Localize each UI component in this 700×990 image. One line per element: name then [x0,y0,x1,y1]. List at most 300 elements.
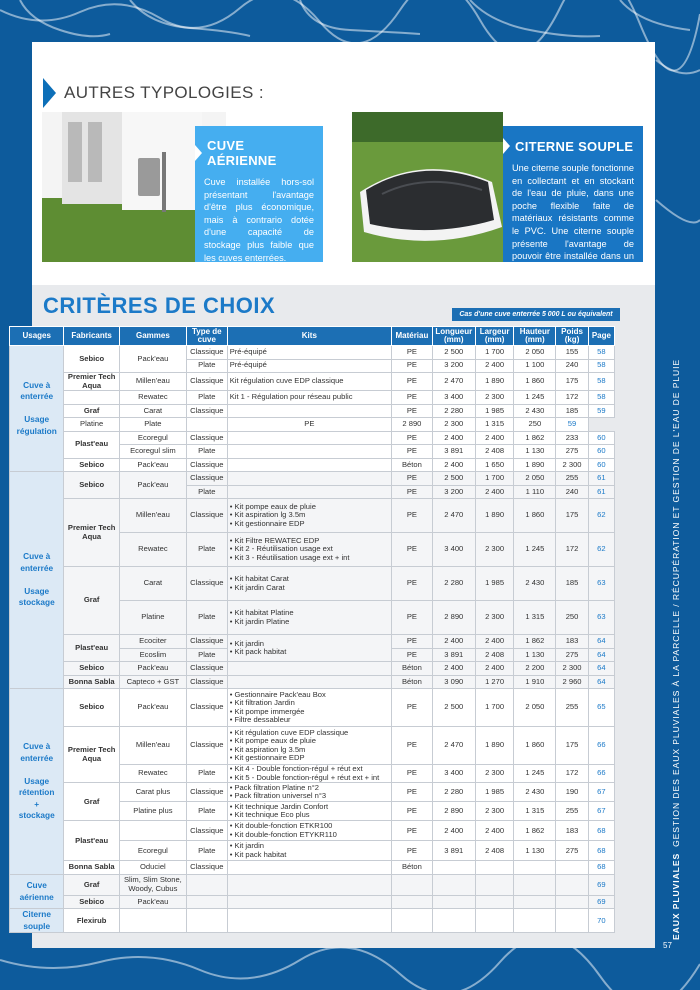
longueur-cell [432,909,475,933]
largeur-cell: 1 700 [475,472,514,486]
table-row [10,895,615,909]
hauteur-cell: 2 050 [514,689,556,727]
fabricant-cell: Sebico [64,346,119,373]
page-cell: 60 [588,458,614,472]
longueur-cell: 3 090 [432,675,475,689]
type-cell: Plate [119,418,186,432]
kits-cell [227,802,391,821]
fabricant-cell: Sebico [64,662,119,676]
hauteur-cell: 1 910 [514,675,556,689]
page-cell: 63 [588,567,614,601]
type-cell: Plate [186,485,227,499]
hauteur-cell [514,895,556,909]
hauteur-cell [514,909,556,933]
materiau-cell: Béton [392,458,433,472]
poids-cell: 172 [556,765,588,783]
hauteur-cell: 1 862 [514,821,556,841]
hauteur-cell: 1 860 [514,727,556,765]
largeur-cell: 2 300 [475,802,514,821]
gamme-cell: Pack'eau [119,662,186,676]
longueur-cell: 2 400 [432,821,475,841]
poids-cell: 255 [556,472,588,486]
type-cell: Plate [186,601,227,635]
hauteur-cell: 1 245 [514,391,556,405]
gamme-cell: Ecoslim [119,648,186,662]
hauteur-cell: 2 430 [514,567,556,601]
kits-cell [227,689,391,727]
kit-line: • Filtre dessableur [229,715,291,725]
gamme-cell: Rewatec [119,391,186,405]
largeur-cell: 2 400 [475,662,514,676]
page-cell: 68 [588,861,614,875]
hauteur-cell: 1 315 [514,601,556,635]
kit-line: • Kit habitat Platine [229,608,294,618]
gamme-cell: Pack'eau [119,458,186,472]
gamme-cell: Pack'eau [119,472,186,499]
hauteur-cell: 1 315 [475,418,514,432]
kit-line: • Kit 5 - Double fonction-régul + réut ext + int [229,772,380,782]
largeur-cell: 2 400 [475,821,514,841]
page-cell: 69 [588,895,614,909]
kit-line: • Kit jardin Platine [229,616,290,626]
materiau-cell: PE [392,567,433,601]
page-cell: 59 [556,418,588,432]
longueur-cell: 3 891 [432,841,475,861]
page-cell: 63 [588,601,614,635]
gamme-cell: Ecoregul [119,841,186,861]
criteres-title: CRITÈRES DE CHOIX [43,293,276,318]
kit-line: • Kit aspiration lg 3.5m [229,744,306,754]
page-cell: 62 [588,533,614,567]
section-arrow-icon [43,78,56,108]
hauteur-cell [514,874,556,895]
kit-line: • Kit technique Eco plus [229,810,310,820]
gamme-cell: Platine plus [119,802,186,821]
poids-cell: 175 [556,727,588,765]
poids-cell: 175 [556,373,588,391]
poids-cell: 233 [556,431,588,445]
longueur-cell: 3 891 [432,445,475,459]
poids-cell: 183 [556,821,588,841]
largeur-cell: 2 400 [475,431,514,445]
header-kits: Kits [227,327,391,346]
gamme-cell: Carat [119,404,186,418]
kits-cell [227,346,391,360]
poids-cell: 240 [556,359,588,373]
kit-line: • Kit jardin Carat [229,582,285,592]
gamme-cell: Pack'eau [119,689,186,727]
usage-cell: Cuve à enterrée Usage régulation [10,346,64,472]
table-row [10,404,615,418]
kit-line: • Gestionnaire Pack'eau Box [229,689,326,699]
page-cell: 64 [588,635,614,649]
materiau-cell: PE [392,472,433,486]
type-cell: Plate [186,648,227,662]
kit-line: • Kit pompe eaux de pluie [229,501,316,511]
kits-cell [186,418,227,432]
kits-cell [227,895,391,909]
gamme-cell: Pack'eau [119,346,186,373]
side-bold: EAUX PLUVIALES [671,852,681,940]
hauteur-cell: 2 200 [514,662,556,676]
largeur-cell: 2 408 [475,445,514,459]
kit-line: • Kit Filtre REWATEC EDP [229,535,320,545]
gamme-cell: Millen'eau [119,727,186,765]
kits-cell [227,841,391,861]
type-cell: Classique [186,346,227,360]
kit-line: • Kit aspiration lg 3.5m [229,510,306,520]
hauteur-cell: 2 050 [514,472,556,486]
fabricant-cell: Bonna Sabla [64,861,119,875]
hauteur-cell: 1 130 [514,445,556,459]
kit-line: • Kit filtration Jardin [229,698,295,708]
type-cell: Plate [186,765,227,783]
type-cell: Classique [186,431,227,445]
hauteur-cell: 1 860 [514,373,556,391]
largeur-cell: 2 300 [475,391,514,405]
page-cell: 62 [588,499,614,533]
kit-line: Kit 1 - Régulation pour réseau public [229,392,353,402]
gamme-cell: Millen'eau [119,373,186,391]
longueur-cell: 2 500 [432,689,475,727]
type-cell [186,909,227,933]
kit-line: • Kit technique Jardin Confort [229,801,329,811]
hauteur-cell: 1 110 [514,485,556,499]
table-row [10,821,615,841]
kits-cell [227,499,391,533]
header-poids: Poids (kg) [556,327,588,346]
materiau-cell: PE [392,391,433,405]
largeur-cell: 2 300 [475,533,514,567]
type-cell: Classique [186,727,227,765]
materiau-cell: Béton [392,861,433,875]
citerne-souple-photo [352,112,503,262]
page-cell: 67 [588,802,614,821]
header-largeur: Largeur (mm) [475,327,514,346]
gamme-cell: Platine [64,418,119,432]
page-cell: 64 [588,675,614,689]
longueur-cell: 2 400 [432,431,475,445]
poids-cell: 190 [556,783,588,802]
section-heading-autres-typologies [43,78,264,108]
hauteur-cell: 2 050 [514,346,556,360]
table-row [10,346,615,360]
kit-line: • Kit jardin [229,638,265,648]
longueur-cell: 2 400 [432,662,475,676]
poids-cell: 155 [556,346,588,360]
longueur-cell: 2 280 [432,783,475,802]
fabricant-cell: Plast'eau [64,635,119,662]
poids-cell: 275 [556,445,588,459]
side-text: GESTION DES EAUX PLUVIALES À LA PARCELLE / RÉCUPÉRATION ET GESTION DE L'EAU DE PLUIE [671,358,681,847]
kit-line: Kit régulation cuve EDP classique [229,376,344,386]
materiau-cell [392,874,433,895]
citerne-souple-text: Une citerne souple fonctionne en collectant et en stockant de l'eau de pluie, dans une poche flexible faite de matériaux résistants comme le PVC. Une citerne souple présente l'avantage de pouvoir être installée dans un vide sanitaire. [512,163,634,274]
hauteur-cell: 1 130 [514,841,556,861]
header-hauteur: Hauteur (mm) [514,327,556,346]
type-cell [186,895,227,909]
longueur-cell: 3 200 [432,359,475,373]
poids-cell: 172 [556,533,588,567]
materiau-cell: PE [392,346,433,360]
gamme-cell: Carat [119,567,186,601]
table-row [10,373,615,391]
fabricant-cell: Graf [64,404,119,418]
section-title: AUTRES TYPOLOGIES : [64,83,265,102]
poids-cell: 172 [556,391,588,405]
table-header-row [10,327,615,346]
type-cell: Classique [186,675,227,689]
page-cell: 69 [588,874,614,895]
type-cell: Classique [186,458,227,472]
gamme-cell [119,821,186,841]
materiau-cell: PE [392,635,433,649]
header-materiau: Matériau [392,327,433,346]
type-cell: Classique [186,783,227,802]
hauteur-cell: 1 245 [514,533,556,567]
longueur-cell: 2 470 [432,373,475,391]
cuve-aerienne-text: Cuve installée hors-sol présentant l'avantage d'être plus économique, mais à contrario dotée d'une capacité de stockage plus faible que les cuves enterrées. [204,177,314,263]
poids-cell: 240 [556,485,588,499]
fabricant-cell: Flexirub [64,909,119,933]
longueur-cell: 2 400 [432,635,475,649]
type-cell: Plate [186,841,227,861]
hauteur-cell: 1 315 [514,802,556,821]
kit-line: • Pack filtration Platine n°2 [229,782,319,792]
largeur-cell: 1 700 [475,346,514,360]
header-type: Type de cuve [186,327,227,346]
largeur-cell: 2 400 [475,359,514,373]
largeur-cell: 1 270 [475,675,514,689]
longueur-cell: 3 400 [432,391,475,405]
materiau-cell: PE [392,485,433,499]
type-cell [186,874,227,895]
poids-cell: 275 [556,648,588,662]
materiau-cell: PE [392,445,433,459]
kits-cell [227,445,391,459]
type-cell: Plate [186,391,227,405]
kit-line: Pré-équipé [229,346,267,356]
gamme-cell: Rewatec [119,533,186,567]
materiau-cell: PE [392,431,433,445]
type-cell: Classique [186,567,227,601]
page-cell: 58 [588,346,614,360]
card-arrow-icon [503,138,510,154]
longueur-cell: 3 200 [432,485,475,499]
largeur-cell [475,909,514,933]
usage-cell: Cuve aérienne [10,874,64,909]
longueur-cell: 2 280 [432,404,475,418]
kits-cell [227,373,391,391]
largeur-cell [475,861,514,875]
page-number: 57 [663,941,672,950]
type-cell: Classique [186,373,227,391]
kits-cell [227,635,391,662]
largeur-cell: 2 400 [475,635,514,649]
largeur-cell: 1 985 [475,567,514,601]
page-cell: 70 [588,909,614,933]
flexible-tank-illustration [352,112,503,262]
kits-cell [227,662,391,676]
poids-cell: 2 300 [556,662,588,676]
largeur-cell: 2 300 [475,601,514,635]
table-row [10,727,615,765]
poids-cell: 275 [556,841,588,861]
cuve-aerienne-title: CUVE AÉRIENNE [207,138,277,168]
fabricant-cell: Sebico [64,689,119,727]
kit-line: • Pack filtration universel n°3 [229,791,327,801]
gamme-cell: Carat plus [119,783,186,802]
kits-cell [227,567,391,601]
table-row [10,909,615,933]
table-row [10,783,615,802]
kit-line: • Kit double-fonction ETYKR110 [229,829,337,839]
largeur-cell: 2 400 [475,485,514,499]
poids-cell: 255 [556,802,588,821]
kits-cell [227,601,391,635]
materiau-cell: PE [392,802,433,821]
poids-cell [556,874,588,895]
hauteur-cell [514,861,556,875]
largeur-cell: 1 985 [475,783,514,802]
gamme-cell [119,909,186,933]
table-row [10,861,615,875]
kits-cell [227,765,391,783]
kit-line: • Kit 4 - Double fonction-régul + réut ext [229,764,363,774]
hauteur-cell: 1 245 [514,765,556,783]
cuve-aerienne-card [195,126,323,262]
type-cell: Classique [186,662,227,676]
gamme-cell: Capteco + GST [119,675,186,689]
kits-cell [227,391,391,405]
hauteur-cell: 2 430 [514,404,556,418]
fabricant-cell: Sebico [64,458,119,472]
fabricant-cell: Graf [64,783,119,821]
largeur-cell: 1 890 [475,373,514,391]
gamme-cell: Platine [119,601,186,635]
kit-line: • Kit pack habitat [229,849,287,859]
kit-line: • Kit gestionnaire EDP [229,753,305,763]
fabricant-cell: Graf [64,874,119,895]
header-fabricants: Fabricants [64,327,119,346]
type-cell: Classique [186,821,227,841]
fabricant-cell: Premier Tech Aqua [64,499,119,567]
table-row [10,499,615,533]
longueur-cell [432,874,475,895]
page-cell: 58 [588,359,614,373]
type-cell: Classique [186,689,227,727]
materiau-cell: PE [392,601,433,635]
longueur-cell: 3 400 [432,533,475,567]
page-cell: 59 [588,404,614,418]
materiau-cell: PE [392,499,433,533]
table-row [10,431,615,445]
materiau-cell: PE [392,765,433,783]
poids-cell: 185 [556,567,588,601]
page-cell: 67 [588,783,614,802]
kit-line: • Kit 2 - Réutilisation usage ext [229,544,333,554]
page-cell: 58 [588,373,614,391]
hauteur-cell: 1 100 [514,359,556,373]
fabricant-cell: Bonna Sabla [64,675,119,689]
kits-cell [227,472,391,486]
usage-cell: Cuve à enterrée Usage stockage [10,472,64,689]
table-row [10,662,615,676]
type-cell: Classique [186,635,227,649]
poids-cell [556,861,588,875]
poids-cell [556,895,588,909]
page-cell: 60 [588,445,614,459]
largeur-cell [475,874,514,895]
table-row [10,391,615,405]
fabricant-cell: Sebico [64,472,119,499]
gamme-cell: Ecoregul [119,431,186,445]
table-row [10,418,615,432]
kit-line: • Kit double-fonction ETKR100 [229,821,333,831]
hauteur-cell: 1 862 [514,635,556,649]
type-cell: Plate [186,445,227,459]
poids-cell: 2 960 [556,675,588,689]
table-row [10,874,615,895]
longueur-cell: 2 890 [432,601,475,635]
poids-cell [556,909,588,933]
poids-cell: 2 300 [556,458,588,472]
fabricant-cell: Sebico [64,895,119,909]
page-cell: 64 [588,662,614,676]
citerne-souple-card [503,126,643,274]
type-cell: Plate [186,359,227,373]
table-row [10,567,615,601]
largeur-cell: 2 408 [475,841,514,861]
gamme-cell: Slim, Slim Stone, Woody, Cubus [119,874,186,895]
materiau-cell: PE [392,783,433,802]
kit-line: • Kit régulation cuve EDP classique [229,727,349,737]
kits-cell [227,861,391,875]
table-row [10,458,615,472]
gamme-cell: Ecoregul slim [119,445,186,459]
page-cell: 61 [588,472,614,486]
fabricant-cell: Graf [64,567,119,635]
type-cell: Plate [186,533,227,567]
poids-cell: 250 [556,601,588,635]
kits-cell [227,458,391,472]
table-row [10,472,615,486]
largeur-cell: 2 300 [432,418,475,432]
fabricant-cell: Plast'eau [64,431,119,458]
largeur-cell: 1 650 [475,458,514,472]
materiau-cell: Béton [392,662,433,676]
materiau-cell: PE [392,359,433,373]
materiau-cell: PE [392,533,433,567]
fabricant-cell: Premier Tech Aqua [64,727,119,783]
longueur-cell: 3 891 [432,648,475,662]
page-cell: 65 [588,689,614,727]
hauteur-cell: 1 890 [514,458,556,472]
fabricant-cell [64,391,119,405]
gamme-cell: Rewatec [119,765,186,783]
page-cell: 60 [588,431,614,445]
materiau-cell: PE [227,418,391,432]
materiau-cell: PE [392,727,433,765]
kits-cell [227,874,391,895]
largeur-cell: 1 700 [475,689,514,727]
kits-cell [227,404,391,418]
type-cell: Classique [186,404,227,418]
kit-line: • Kit pack habitat [229,647,287,657]
criteres-table [9,326,615,933]
gamme-cell: Oduciel [119,861,186,875]
hauteur-cell: 1 860 [514,499,556,533]
